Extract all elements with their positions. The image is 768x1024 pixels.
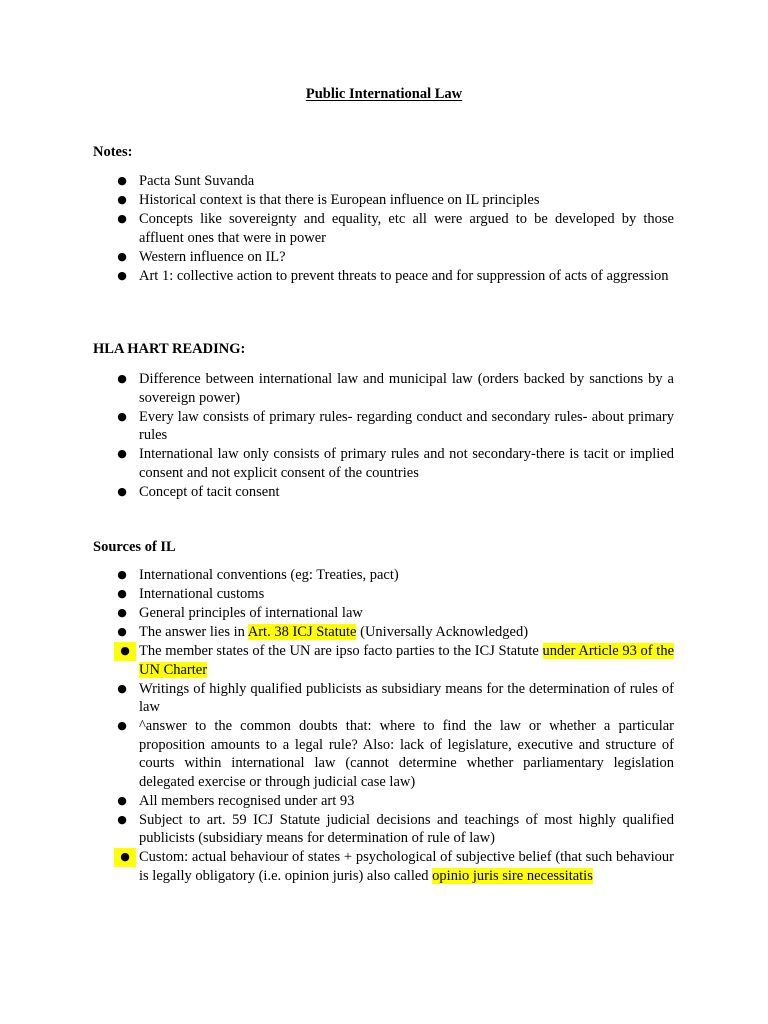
section-heading-hla-hart-reading: HLA HART READING:	[93, 341, 246, 357]
highlighted-text: Art. 38 ICJ Statute	[247, 624, 357, 640]
bullet-icon: ●	[117, 625, 127, 638]
notes-list	[0, 172, 768, 286]
list-item	[0, 811, 768, 848]
highlighted-text: under Article 93 of the UN Charter	[139, 643, 675, 678]
bullet-icon: ●	[117, 212, 127, 225]
list-item-text: Every law consists of primary rules- regarding conduct and secondary rules- about primary rules	[139, 408, 674, 443]
list-item-text: General principles of international law	[139, 605, 363, 621]
section-heading-notes: Notes:	[93, 144, 133, 160]
page-title: Public International Law	[305, 86, 463, 102]
bullet-icon: ●	[117, 249, 127, 263]
highlighted-text: opinio juris sire necessitatis	[432, 867, 593, 884]
bullet-icon: ●	[117, 372, 127, 385]
list-item	[0, 248, 768, 267]
list-item	[0, 848, 768, 885]
list-item-text: International conventions (eg: Treaties, pact)	[139, 567, 399, 583]
bullet-icon: ●	[117, 793, 127, 807]
bullet-icon: ●	[117, 268, 127, 282]
list-item-text: Pacta Sunt Suvanda	[139, 173, 255, 189]
bullet-icon: ●	[117, 812, 127, 826]
list-item	[0, 370, 768, 407]
list-item-text: Writings of highly qualified publicists as subsidiary means for the determination of rules of law	[139, 680, 674, 715]
list-item	[0, 210, 768, 247]
bullet-icon: ●	[117, 719, 127, 732]
list-item	[0, 642, 768, 679]
list-item	[0, 172, 768, 191]
bullet-icon: ●	[117, 681, 127, 695]
list-item-text: Subject to art. 59 ICJ Statute judicial decisions and teachings of most highly qualified publicists (subsidiary means for determination of rule of law)	[139, 811, 674, 846]
list-item	[0, 680, 768, 717]
bullet-icon: ●	[114, 642, 136, 661]
bullet-icon: ●	[117, 484, 127, 498]
list-item-text: Difference between international law and municipal law (orders backed by sanctions by a sovereign power)	[139, 371, 674, 406]
list-item	[0, 445, 768, 482]
list-item	[0, 585, 768, 604]
list-item	[0, 408, 768, 445]
list-item	[0, 191, 768, 210]
list-item-text: (Universally Acknowledged)	[356, 624, 529, 640]
list-item-text: Art 1: collective action to prevent threats to peace and for suppression of acts of aggression	[139, 267, 669, 284]
list-item-text: All members recognised under art 93	[139, 792, 355, 809]
list-item-text: The member states of the UN are ipso facto parties to the ICJ Statute	[139, 643, 543, 659]
bullet-icon: ●	[117, 409, 127, 423]
list-item	[0, 717, 768, 791]
list-item	[0, 566, 768, 585]
list-item-text: Historical context is that there is European influence on IL principles	[139, 192, 540, 208]
list-item-text: Concepts like sovereignty and equality, etc all were argued to be developed by those affluent ones that were in power	[139, 211, 674, 246]
list-item	[0, 604, 768, 623]
sources-list	[0, 566, 768, 886]
list-item	[0, 483, 768, 502]
hla-hart-list	[0, 370, 768, 502]
bullet-icon: ●	[117, 174, 127, 187]
section-heading-sources-of-il: Sources of IL	[93, 539, 176, 555]
list-item-text: International law only consists of primary rules and not secondary-there is tacit or implied consent and not explicit consent of the countries	[139, 446, 674, 481]
list-item	[0, 792, 768, 811]
list-item	[0, 267, 768, 286]
list-item-text: International customs	[139, 586, 265, 602]
bullet-icon: ●	[117, 587, 127, 600]
list-item-text: ^answer to the common doubts that: where to find the law or whether a particular proposition amounts to a legal rule? Also: lack of legislature, executive and structure of courts within international law (cannot determine whether parliamentary legislation delegated exercise or through judicial case law)	[139, 718, 674, 790]
list-item	[0, 623, 768, 642]
list-item-text: The answer lies in	[139, 624, 248, 640]
bullet-icon: ●	[117, 606, 127, 619]
list-item-text: Western influence on IL?	[139, 248, 286, 265]
bullet-icon: ●	[117, 447, 127, 460]
list-item-text: Custom: actual behaviour of states + psychological of subjective belief (that such behaviour is legally obligatory (i.e. opinion juris) also called	[139, 849, 674, 884]
list-item-text: Concept of tacit consent	[139, 483, 280, 500]
bullet-icon: ●	[117, 568, 127, 581]
bullet-icon: ●	[114, 848, 136, 867]
bullet-icon: ●	[117, 193, 127, 206]
